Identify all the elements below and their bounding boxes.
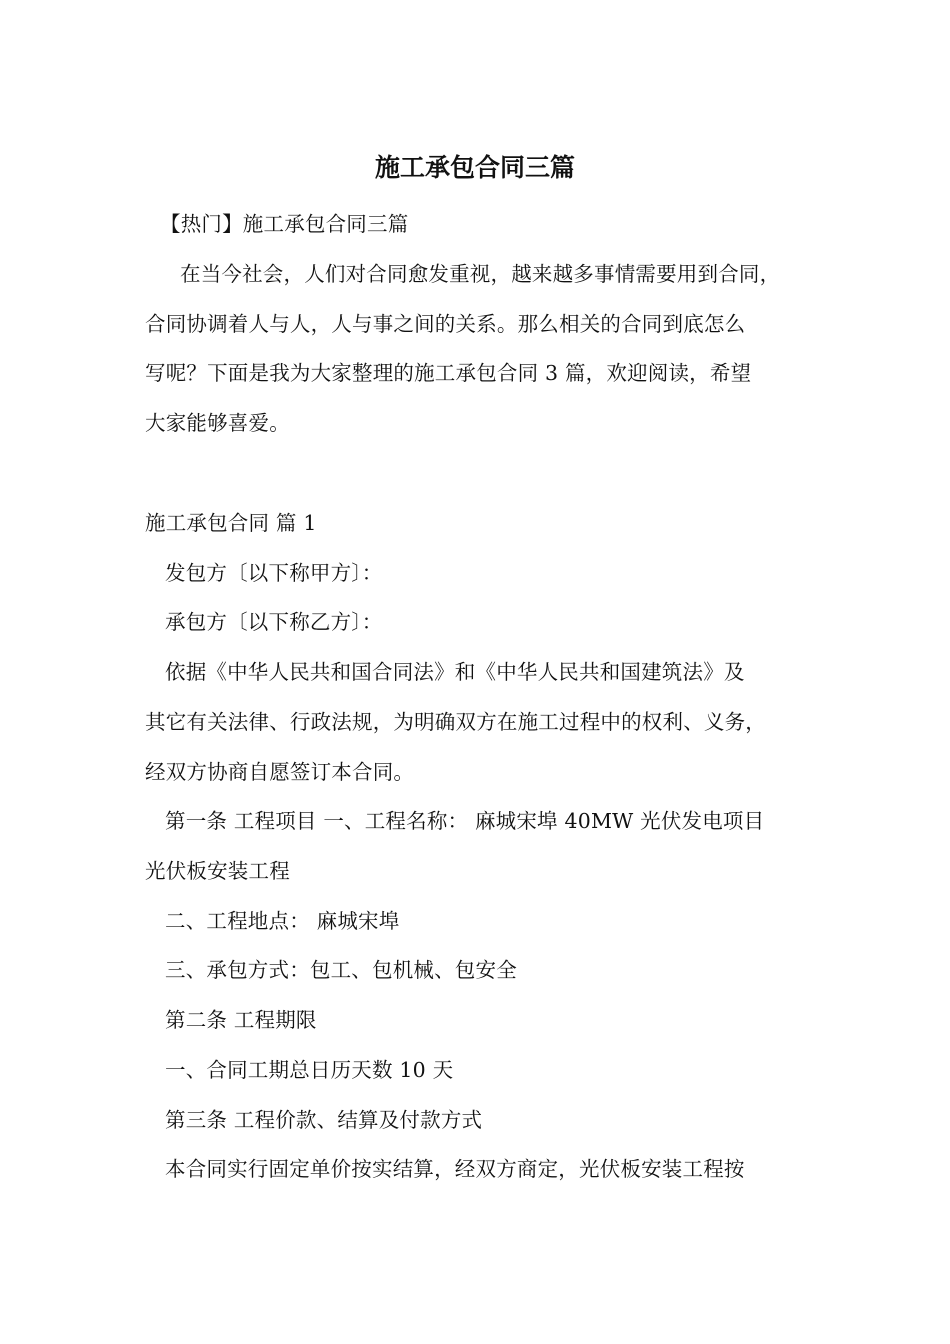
subtitle-line: 【热门】施工承包合同三篇 xyxy=(160,212,409,236)
settlement-paragraph-line-1: 本合同实行固定单价按实结算，经双方商定，光伏板安装工程按 xyxy=(165,1157,745,1181)
article-2-heading: 第二条 工程期限 xyxy=(165,1008,317,1032)
duration-line: 一、合同工期总日历天数 10 天 xyxy=(165,1058,454,1082)
document-title: 施工承包合同三篇 xyxy=(374,153,575,182)
intro-paragraph-line-3: 写呢？下面是我为大家整理的施工承包合同 3 篇，欢迎阅读，希望 xyxy=(145,361,752,385)
party-b-line: 承包方〔以下称乙方〕： xyxy=(165,610,383,634)
article-1-line-2: 光伏板安装工程 xyxy=(145,859,290,883)
project-location-line: 二、工程地点： 麻城宋埠 xyxy=(165,909,400,933)
intro-paragraph-line-4: 大家能够喜爱。 xyxy=(145,411,290,435)
basis-paragraph-line-3: 经双方协商自愿签订本合同。 xyxy=(145,760,415,784)
section-heading-contract-1: 施工承包合同 篇 1 xyxy=(145,511,317,535)
basis-paragraph-line-1: 依据《中华人民共和国合同法》和《中华人民共和国建筑法》及 xyxy=(165,660,745,684)
basis-paragraph-line-2: 其它有关法律、行政法规，为明确双方在施工过程中的权利、义务， xyxy=(145,710,766,734)
article-3-heading: 第三条 工程价款、结算及付款方式 xyxy=(165,1108,483,1132)
intro-paragraph-line-2: 合同协调着人与人，人与事之间的关系。那么相关的合同到底怎么 xyxy=(145,312,746,336)
intro-paragraph-line-1: 在当今社会，人们对合同愈发重视，越来越多事情需要用到合同， xyxy=(180,262,781,286)
party-a-line: 发包方〔以下称甲方〕： xyxy=(165,561,383,585)
article-1-line-1: 第一条 工程项目 一、工程名称： 麻城宋埠 40MW 光伏发电项目 xyxy=(165,809,765,833)
contract-method-line: 三、承包方式：包工、包机械、包安全 xyxy=(165,958,517,982)
